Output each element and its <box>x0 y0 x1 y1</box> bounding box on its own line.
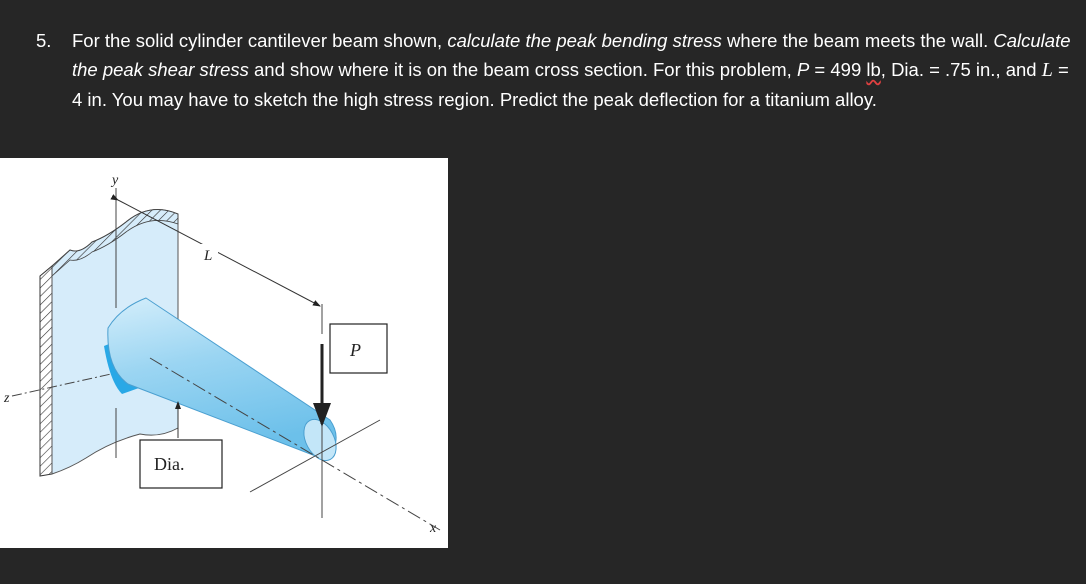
diameter-text: Dia. = .75 in., and <box>891 59 1042 80</box>
problem-statement <box>36 26 1081 114</box>
cantilever-figure <box>0 158 448 548</box>
diameter-label: Dia. <box>154 454 185 474</box>
problem-text-3: and show where it is on the beam cross section. For this problem, <box>248 59 797 80</box>
load-value: = 499 <box>809 59 867 80</box>
length-label: L <box>204 248 213 264</box>
load-label: P <box>350 340 361 360</box>
y-axis-label: y <box>112 173 119 188</box>
problem-text-comma: , <box>880 59 886 80</box>
problem-text-2: where the beam meets the wall. <box>721 30 989 51</box>
load-symbol: P <box>796 59 810 80</box>
problem-body <box>72 26 1081 114</box>
length-text: = 4 in. You may have to sketch the high stress region. Predict the peak deflection for a titanium alloy. <box>72 59 1069 110</box>
length-symbol: L <box>1041 59 1053 81</box>
cylinder-beam <box>108 298 336 460</box>
z-axis-label: z <box>4 391 10 406</box>
bending-stress-emphasis: calculate the peak bending stress <box>447 30 722 51</box>
problem-number: 5. <box>36 30 52 51</box>
cantilever-diagram <box>0 158 448 548</box>
load-unit: lb <box>866 59 881 80</box>
problem-text-1: For the solid cylinder cantilever beam shown, <box>72 30 448 51</box>
wall-side-hatch <box>40 266 52 476</box>
shear-stress-emphasis: Calculate the peak shear stress <box>72 30 1071 80</box>
x-axis-label: x <box>430 521 437 536</box>
